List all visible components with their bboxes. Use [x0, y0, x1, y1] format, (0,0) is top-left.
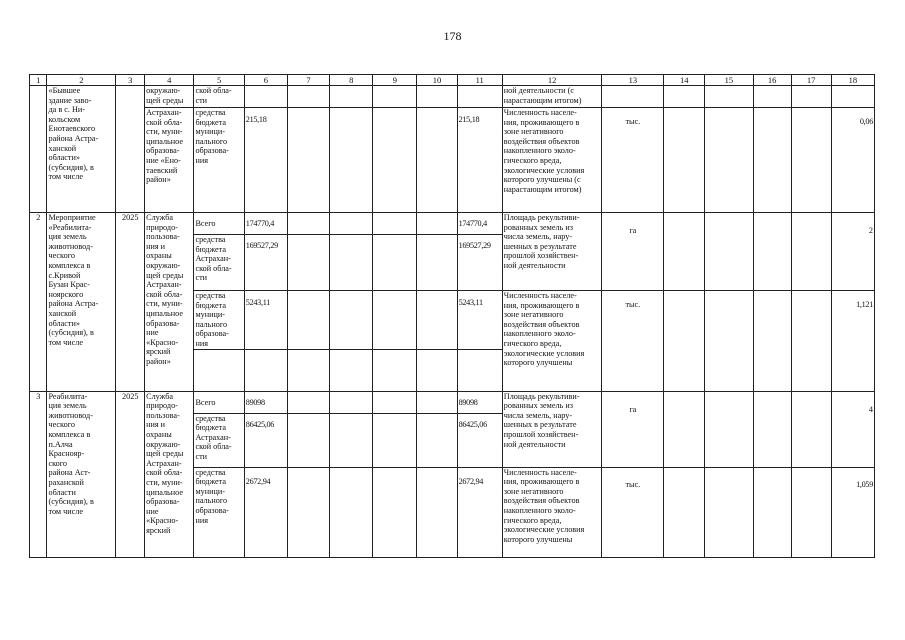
row-number-cell [30, 86, 47, 213]
indicator-cell: Численность населе- ния, проживающего в зоне негативного воздействия объектов накопленного эколо- гического вреда, экологические условия которого улучшены (с нарастающим итогом) [502, 108, 602, 213]
table-row [30, 108, 875, 213]
indicator-cell: Численность населе- ния, проживающего в зоне негативного воздействия объектов накопленного эколо- гического вреда, экологические условия которого улучшены [502, 291, 602, 392]
value-cell: 169527,29 [457, 235, 502, 291]
source-cell: Всего [194, 391, 244, 413]
col-header: 13 [602, 75, 664, 86]
row-number-cell: 2 [30, 213, 47, 392]
source-cell: средства бюджета Астрахан- ской обла- сти [194, 235, 244, 291]
col-header: 4 [145, 75, 194, 86]
row-number-cell: 3 [30, 391, 47, 557]
value-cell: 5243,11 [457, 291, 502, 350]
year-cell [116, 86, 145, 213]
value-cell: 86425,06 [244, 413, 287, 467]
unit-cell: тыс. [602, 467, 664, 557]
col-header: 16 [753, 75, 791, 86]
indicator-cell: ной деятельности (с нарастающим итогом) [502, 86, 602, 108]
table-row [30, 391, 875, 413]
value-cell: 169527,29 [244, 235, 287, 291]
value-cell: 2 [831, 213, 874, 291]
year-cell: 2025 [116, 213, 145, 392]
object-cell: «Бывшее здание заво- да в с. Ни- кольском Енотаевского района Астра- ханской области» (субсидия), в том числе [47, 86, 116, 213]
executor-cell: Служба природо- пользова- ния и охраны окружаю- щей среды Астрахан- ской обла- сти, муни- ципальное образова- ние «Красно- ярский [145, 391, 194, 557]
object-cell: Мероприятие «Реабилита- ция земель животновод- ческого комплекса в с.Кривой Бузан Крас- ноярского района Астра- ханской области» (субсидия), в том числе [47, 213, 116, 392]
unit-cell: тыс. [602, 108, 664, 213]
unit-cell: га [602, 391, 664, 467]
header-row [30, 75, 875, 86]
unit-cell: га [602, 213, 664, 291]
col-header: 17 [791, 75, 831, 86]
source-cell: средства бюджета Астрахан- ской обла- сти [194, 413, 244, 467]
col-header: 3 [116, 75, 145, 86]
value-cell: 1,121 [831, 291, 874, 392]
unit-cell: тыс. [602, 291, 664, 392]
value-cell: 215,18 [244, 108, 287, 213]
col-header: 5 [194, 75, 244, 86]
value-cell: 2672,94 [244, 467, 287, 557]
value-cell: 174770,4 [244, 213, 287, 235]
value-cell: 86425,06 [457, 413, 502, 467]
col-header: 1 [30, 75, 47, 86]
value-cell: 89098 [457, 391, 502, 413]
year-cell: 2025 [116, 391, 145, 557]
value-cell: 215,18 [457, 108, 502, 213]
col-header: 10 [417, 75, 457, 86]
indicator-cell: Площадь рекультиви- рованных земель из числа земель, нару- шенных в результате прошлой хозяйствен- ной деятельности [502, 391, 602, 467]
object-cell: Реабилита- ция земель животновод- ческого комплекса в п.Алча Краснояр- ского района Аст- раханской области (субсидия), в том числе [47, 391, 116, 557]
col-header: 15 [705, 75, 753, 86]
executor-cell: Служба природо- пользова- ния и охраны окружаю- щей среды Астрахан- ской обла- сти, муни- ципальное образова- ние «Красно- ярский район» [145, 213, 194, 392]
value-cell: 89098 [244, 391, 287, 413]
source-cell: средства бюджета муници- пального образова- ния [194, 467, 244, 557]
table-row [30, 213, 875, 235]
value-cell: 4 [831, 391, 874, 467]
source-cell: ской обла- сти [194, 86, 244, 108]
source-cell: средства бюджета муници- пального образова- ния [194, 108, 244, 213]
source-cell: средства бюджета муници- пального образова- ния [194, 291, 244, 350]
col-header: 11 [457, 75, 502, 86]
col-header: 7 [287, 75, 329, 86]
indicator-cell: Численность населе- ния, проживающего в зоне негативного воздействия объектов накопленного эколо- гического вреда, экологические условия которого улучшены [502, 467, 602, 557]
col-header: 18 [831, 75, 874, 86]
executor-cell: окружаю- щей среды [145, 86, 194, 108]
col-header: 8 [330, 75, 373, 86]
col-header: 12 [502, 75, 602, 86]
value-cell: 1,059 [831, 467, 874, 557]
table-row [30, 86, 875, 108]
col-header: 2 [47, 75, 116, 86]
indicator-cell: Площадь рекультиви- рованных земель из числа земель, нару- шенных в результате прошлой хозяйствен- ной деятельности [502, 213, 602, 291]
col-header: 9 [373, 75, 417, 86]
col-header: 6 [244, 75, 287, 86]
value-cell: 0,06 [831, 108, 874, 213]
col-header: 14 [664, 75, 705, 86]
value-cell: 2672,94 [457, 467, 502, 557]
source-cell: Всего [194, 213, 244, 235]
program-table [29, 74, 875, 558]
page-number: 178 [443, 29, 462, 43]
value-cell: 174770,4 [457, 213, 502, 235]
executor-cell: Астрахан- ской обла- сти, муни- ципальное образова- ние «Ено- таевский район» [145, 108, 194, 213]
value-cell: 5243,11 [244, 291, 287, 350]
